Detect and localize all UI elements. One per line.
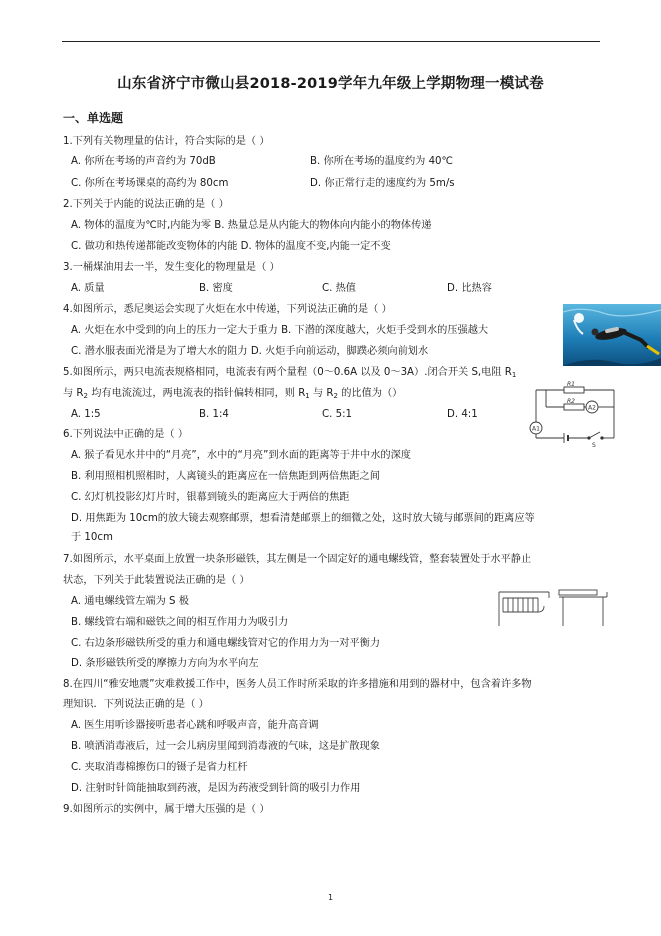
q4-options-ab: A. 火炬在水中受到的向上的压力一定大于重力 B. 下潜的深度越大，火炬手受到水的压强越大 — [71, 325, 489, 336]
q6-option-a: A. 猴子看见水井中的“月亮”，水中的“月亮”到水面的距离等于井中水的深度 — [71, 450, 411, 461]
r1-label: R1 — [567, 381, 575, 388]
q2-options-cd: C. 做功和热传递都能改变物体的内能 D. 物体的温度不变,内能一定不变 — [71, 241, 391, 252]
q6-option-b: B. 利用照相机照相时，人离镜头的距离应在一倍焦距到两倍焦距之间 — [71, 471, 380, 482]
q2-options-ab: A. 物体的温度为℃时,内能为零 B. 热量总是从内能大的物体向内能小的物体传递 — [71, 220, 432, 231]
question-3: 3.一桶煤油用去一半，发生变化的物理量是（ ） — [63, 262, 280, 273]
q3-option-a: A. 质量 — [71, 283, 105, 294]
q1-option-b: B. 你所在考场的温度约为 40℃ — [310, 156, 453, 167]
a1-label: A1 — [532, 425, 540, 433]
q7-option-c: C. 右边条形磁铁所受的重力和通电螺线管对它的作用力为一对平衡力 — [71, 638, 381, 649]
q8-option-d: D. 注射时针筒能抽取到药液，是因为药液受到针筒的吸引力作用 — [71, 783, 361, 794]
q4-options-cd: C. 潜水服表面光滑是为了增大水的阻力 D. 火炬手向前运动，脚蹼必须向前划水 — [71, 346, 429, 357]
q7-option-d: D. 条形磁铁所受的摩擦力方向为水平向左 — [71, 658, 259, 669]
question-6: 6.下列说法中正确的是（ ） — [63, 429, 189, 440]
q7-option-b: B. 螺线管右端和磁铁之间的相互作用力为吸引力 — [71, 617, 289, 628]
question-2: 2.下列关于内能的说法正确的是（ ） — [63, 199, 229, 210]
q3-option-c: C. 热值 — [322, 283, 356, 294]
question-1: 1.下列有关物理量的估计，符合实际的是（ ） — [63, 136, 270, 147]
underwater-diver-photo — [563, 304, 661, 366]
solenoid-magnet-diagram — [497, 582, 627, 630]
section-heading: 一、单选题 — [63, 111, 124, 125]
q3-option-d: D. 比热容 — [447, 283, 492, 294]
q1-option-c: C. 你所在考场课桌的高约为 80cm — [71, 178, 229, 189]
header-rule — [62, 41, 600, 42]
q6-option-d-line-2: 于 10cm — [71, 532, 113, 543]
q5-option-d: D. 4:1 — [447, 409, 478, 420]
question-5-text-2: 与 R — [63, 388, 84, 399]
question-5-line-1 — [63, 366, 516, 382]
question-4: 4.如图所示，悉尼奥运会实现了火炬在水中传递，下列说法正确的是（ ） — [63, 304, 392, 315]
q5-option-b: B. 1:4 — [199, 409, 229, 420]
q1-option-d: D. 你正常行走的速度约为 5m/s — [310, 178, 455, 189]
subscript: 1 — [305, 392, 310, 400]
question-5-text-4: 与 R — [309, 388, 334, 399]
switch-label: S — [592, 442, 596, 448]
subscript: 1 — [511, 371, 517, 379]
question-7-line-2: 状态，下列关于此装置说法正确的是（ ） — [63, 575, 250, 586]
page-number: 1 — [327, 893, 334, 902]
q8-option-a: A. 医生用听诊器接听患者心跳和呼吸声音，能升高音调 — [71, 720, 319, 731]
q8-option-b: B. 喷洒消毒液后，过一会儿病房里闻到消毒液的气味，这是扩散现象 — [71, 741, 380, 752]
r2-label: R2 — [567, 398, 575, 405]
question-8-line-2: 理知识．下列说法正确的是（ ） — [63, 699, 209, 710]
question-5-text-1: 5.如图所示，两只电流表规格相同，电流表有两个量程（0～0.6A 以及 0～3A）.闭合开关 S,电阻 R — [63, 367, 512, 378]
q7-option-a: A. 通电螺线管左端为 S 极 — [71, 596, 189, 607]
q6-option-c: C. 幻灯机投影幻灯片时，银幕到镜头的距离应大于两倍的焦距 — [71, 492, 350, 503]
question-5-line-2 — [63, 387, 402, 403]
document-title: 山东省济宁市微山县2018-2019学年九年级上学期物理一模试卷 — [117, 76, 544, 92]
question-5-text-3: 均有电流流过，两电流表的指针偏转相同，则 R — [87, 388, 306, 399]
question-8-line-1: 8.在四川“雅安地震”灾难救援工作中，医务人员工作时所采取的许多措施和用到的器材中，包含着许多物 — [63, 679, 532, 690]
q3-option-b: B. 密度 — [199, 283, 233, 294]
question-7-line-1: 7.如图所示，水平桌面上放置一块条形磁铁，其左侧是一个固定好的通电螺线管，整套装置处于水平静止 — [63, 554, 532, 565]
circuit-diagram — [522, 380, 622, 448]
question-5-text-5: 的比值为（） — [337, 388, 403, 399]
q8-option-c: C. 夹取消毒棉擦伤口的镊子是省力杠杆 — [71, 762, 248, 773]
subscript: 2 — [333, 392, 338, 400]
subscript: 2 — [83, 392, 88, 400]
question-9: 9.如图所示的实例中，属于增大压强的是（ ） — [63, 804, 270, 815]
q1-option-a: A. 你所在考场的声音约为 70dB — [71, 156, 216, 167]
a2-label: A2 — [588, 404, 596, 412]
q5-option-a: A. 1:5 — [71, 409, 101, 420]
q5-option-c: C. 5:1 — [322, 409, 352, 420]
q6-option-d-line-1: D. 用焦距为 10cm的放大镜去观察邮票，想看清楚邮票上的细微之处，这时放大镜与邮票间的距离应等 — [71, 513, 535, 524]
